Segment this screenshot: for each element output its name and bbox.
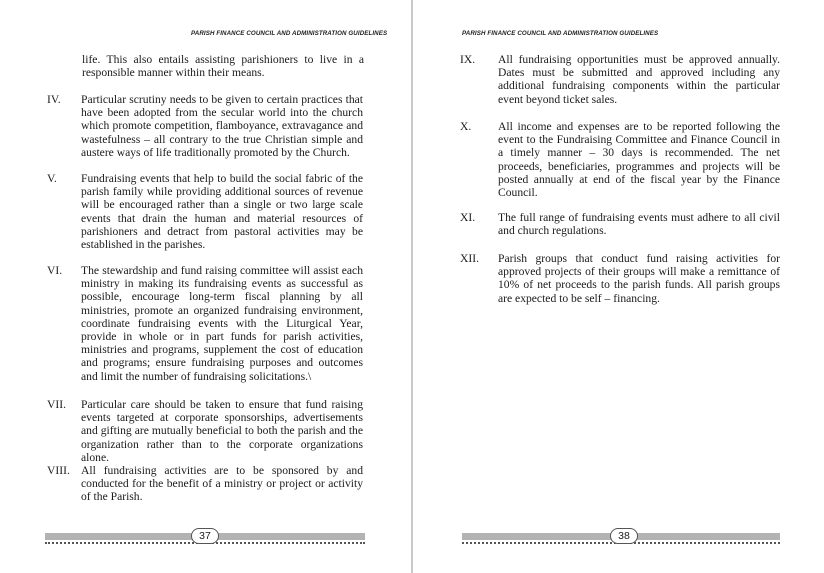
paragraph-text: The stewardship and fund raising committee will assist each ministry in making its fundraising events as successful as possible, encourage long-term fiscal planning by all ministries, promote an organized fundraising environment, coordinate fundraising events with the Liturgical Year, provide in whole or in part funds for parish activities, ministries and programs, supplement the cost of education and programs; ensure fundraising purposes and outcomes and limit the number of fundraising solicitations.\ — [81, 264, 363, 383]
list-numeral: IV. — [47, 93, 61, 106]
page-footer — [462, 526, 780, 550]
right-page — [413, 0, 824, 573]
paragraph-text: The full range of fundraising events must adhere to all civil and church regulations. — [498, 211, 780, 238]
paragraph-text: Fundraising events that help to build the social fabric of the parish family while providing additional sources of revenue will be encouraged rather than a single or two large scale events that drain the human and material resources of parishioners and detract from pastoral activities may be established in the parishes. — [81, 172, 363, 252]
paragraph-text: Particular scrutiny needs to be given to certain practices that have been adopted from the secular world into the church which promote competition, flamboyance, extravagance and wastefulness – all contrary to the true Christian simple and austere ways of life traditionally promoted by the Church. — [81, 93, 363, 159]
list-numeral: VIII. — [47, 464, 70, 477]
page-footer — [45, 526, 365, 550]
list-numeral: X. — [460, 120, 472, 133]
running-header: PARISH FINANCE COUNCIL AND ADMINISTRATION GUIDELINES — [462, 30, 659, 37]
list-numeral: V. — [47, 172, 57, 185]
paragraph-text: All income and expenses are to be reported following the event to the Fundraising Committee and Finance Council in a timely manner – 30 days is recommended. The net proceeds, beneficiaries, programmes and projects will be posted annually at end of the fiscal year by the Finance Council. — [498, 120, 780, 200]
list-numeral: XII. — [460, 252, 479, 265]
paragraph-text: All fundraising opportunities must be approved annually. Dates must be submitted and approved including any additional fundraising components within the particular event beyond ticket sales. — [498, 53, 780, 106]
list-numeral: VII. — [47, 398, 66, 411]
list-numeral: XI. — [460, 211, 476, 224]
paragraph-text: Parish groups that conduct fund raising activities for approved projects of their groups will make a remittance of 10% of net proceeds to the parish funds. All parish groups are expected to be self – financing. — [498, 252, 780, 305]
page-number: 37 — [191, 528, 219, 544]
list-numeral: VI. — [47, 264, 63, 277]
page-number: 38 — [610, 528, 638, 544]
running-header: PARISH FINANCE COUNCIL AND ADMINISTRATION GUIDELINES — [191, 30, 388, 37]
paragraph-text: life. This also entails assisting parishioners to live in a responsible manner within their means. — [82, 53, 364, 80]
list-numeral: IX. — [460, 53, 476, 66]
left-page — [0, 0, 411, 573]
paragraph-text: All fundraising activities are to be sponsored by and conducted for the benefit of a ministry or project or activity of the Parish. — [81, 464, 363, 504]
paragraph-text: Particular care should be taken to ensure that fund raising events targeted at corporate sponsorships, advertisements and gifting are mutually beneficial to both the parish and the organization rather than to the corporate organizations alone. — [81, 398, 363, 464]
